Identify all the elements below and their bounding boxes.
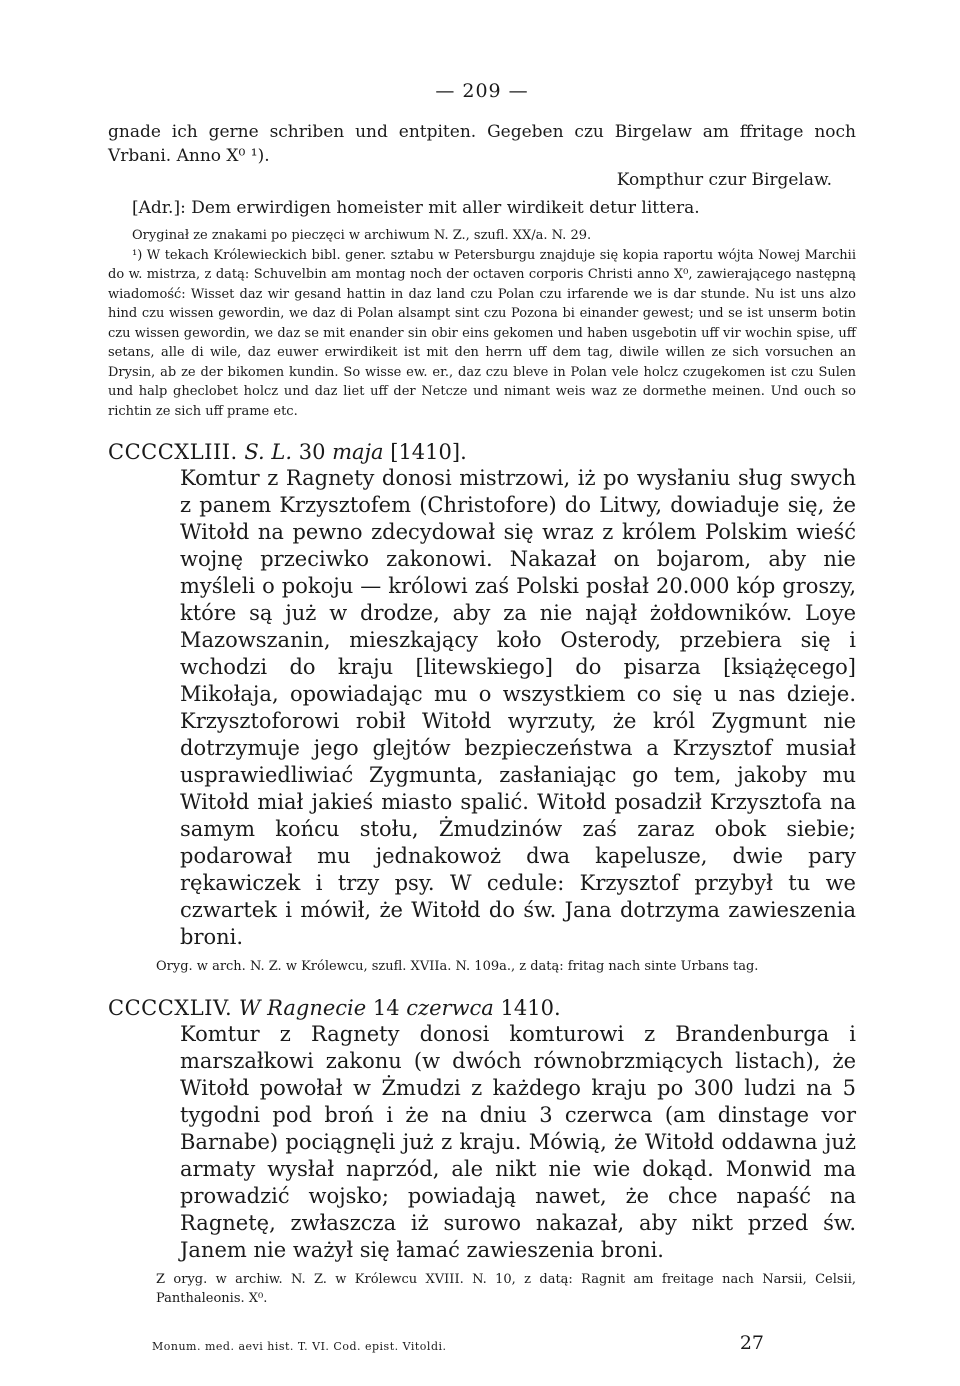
printer-signature: Monum. med. aevi hist. T. VI. Cod. epist. Vitoldi.	[152, 1340, 447, 1353]
sheet-number: 27	[739, 1332, 764, 1354]
document-entry	[108, 995, 856, 1309]
document-place: S. L.	[244, 440, 293, 464]
document-place: W Ragnecie	[238, 995, 367, 1020]
document-summary: Komtur z Ragnety donosi mistrzowi, iż po wysłaniu sług swych z panem Krzysztofem (Christofore) do Litwy, dowiaduje się, że Witołd na pewno zdecydował się wraz z królem Polskim wieść wojnę przeciwko zakonowi. Nakazał on bojarom, aby nie myśleli o pokoju — królowi zaś Polski posłał 20.000 kóp groszy, które są już w drodze, aby za nie najął żołdowników. Loye Mazowszanin, mieszkający koło Osterody, przebiera się i wchodzi do kraju [litewskiego] do pisarza [książęcego] Mikołaja, opowiadając mu o wszystkiem co się u nas dzieje. Krzysztoforowi robił Witołd wyrzuty, że król Zygmunt nie dotrzymuje jego glejtów bezpieczeństwa a Krzysztof musiał usprawiedliwiać Zygmunta, zasłaniając go tem, jakoby mu Witołd miał jakieś miasto spalić. Witołd posadził Krzysztofa na samym końcu stołu, Żmudzinów zaś zaraz obok siebie; podarował mu jednakowoż dwa kapelusze, dwie pary rękawiczek i trzy psy. W cedule: Krzysztof przybył tu we czwartek i mówił, że Witołd do św. Jana dotrzyma zawieszenia broni.	[180, 466, 856, 949]
document-month: maja	[332, 440, 384, 464]
page-footer	[152, 1332, 764, 1354]
document-number: CCCCXLIII.	[108, 440, 238, 464]
page-content	[108, 80, 856, 1309]
footnote: ¹) W tekach Królewieckich bibl. gener. sztabu w Petersburgu znajduje się kopia raportu wójta Nowej Marchii do w. mistrza, z datą: Schuvelbin am montag noch der octaven corporis Christi anno X⁰, zawierającego następną wiadomość: Wisset daz wir gesand hattin in daz land czu Polan czu irfarende we is dar stunde. Nu ist uns alzo hind czu wissen gewordin, we daz di Polan alsampt sint czu Pozona bi einander gewest; und se ist unserm botin czu wissen gewordin, we daz se mit enander sin obir eins gekomen und haben usgebotin uff vir wochin spise, uff setans, alle di wile, daz euwer erwirdikeit ist mit den herrn uff dem tag, diwile willen ze sich vorsuchen an Drysin, ab ze der bikomen kundin. So wisse ew. er., daz czu bleve in Polan vele holcz czugekomen ist czu Sulen und halp gheclobet holcz und daz liet uff der Netcze und nimant weis waz ze dormethe meinen. Und ouch so richtin ze sich uff prame etc.	[108, 247, 856, 419]
letter-address: [Adr.]: Dem erwirdigen homeister mit aller wirdikeit detur littera.	[132, 198, 700, 218]
document-heading	[108, 995, 856, 1021]
document-source: Oryg. w arch. N. Z. w Królewcu, szufl. XVIIa. N. 109a., z datą: fritag nach sinte Urbans tag.	[156, 959, 759, 974]
document-day: 14	[366, 995, 407, 1020]
document-day: 30	[292, 440, 333, 464]
original-note: Oryginał ze znakami po pieczęci w archiwum N. Z., szufl. XX/a. N. 29.	[132, 228, 592, 243]
document-entry	[108, 439, 856, 977]
document-year: 1410.	[493, 995, 561, 1020]
page-number: — 209 —	[435, 80, 529, 102]
document-year: [1410].	[383, 440, 467, 464]
document-month: czerwca	[406, 995, 494, 1020]
document-heading	[108, 439, 856, 465]
letter-continuation: gnade ich gerne schriben und entpiten. Gegeben czu Birgelaw am ffritage noch Vrbani. Anno X⁰ ¹).	[108, 122, 856, 166]
letter-signature: Kompthur czur Birgelaw.	[616, 170, 832, 190]
document-source: Z oryg. w archiw. N. Z. w Królewcu XVIII. N. 10, z datą: Ragnit am freitage nach Narsii, Celsii, Panthaleonis. X⁰.	[156, 1271, 856, 1306]
document-number: CCCCXLIV.	[108, 995, 233, 1020]
document-summary: Komtur z Ragnety donosi komturowi z Brandenburga i marszałkowi zakonu (w dwóch równobrzmiących listach), że Witołd powołał w Żmudzi z każdego kraju po 300 ludzi na 5 tygodni pod broń i że na dniu 3 czerwca (am dinstage vor Barnabe) pociągnęli już z kraju. Mówią, że Witołd oddawna już armaty wysłał naprzód, ale nikt nie wie dokąd. Monwid ma prowadzić wojsko; powiadają nawet, że chce napaść na Ragnetę, zwłaszcza iż surowo nakazał, aby nikt przed św. Janem nie ważył się łamać zawieszenia broni.	[180, 1021, 856, 1262]
